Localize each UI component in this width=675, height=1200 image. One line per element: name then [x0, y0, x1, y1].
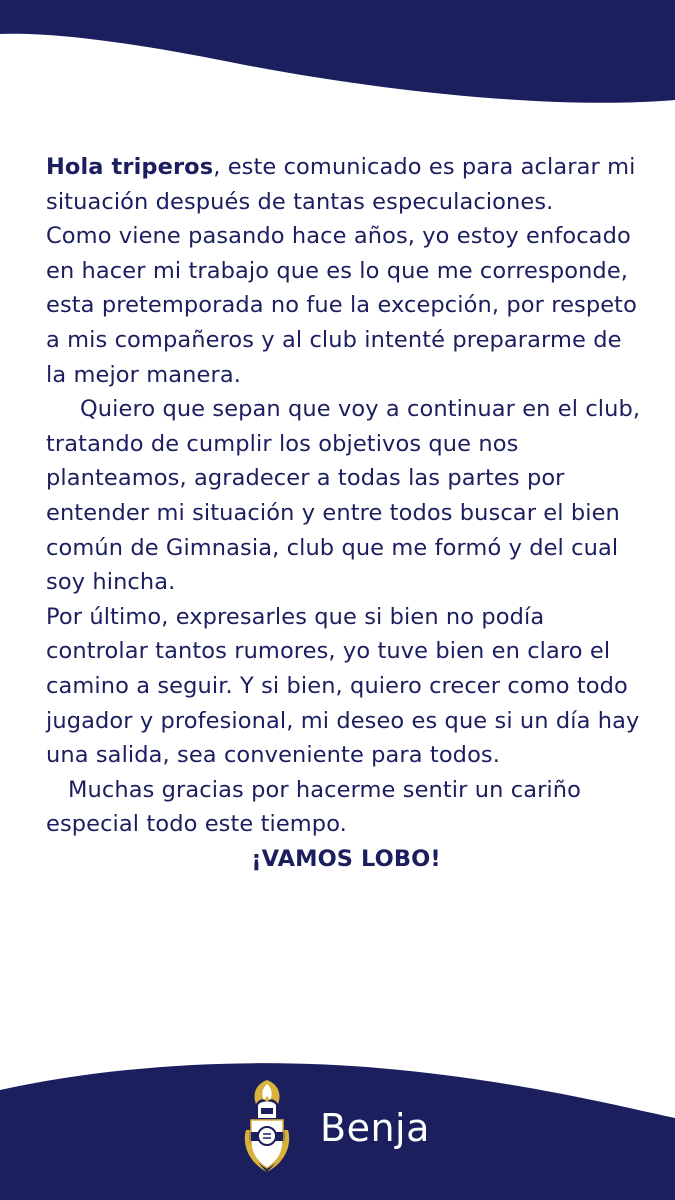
opening-paragraph — [46, 150, 646, 219]
club-crest-icon — [236, 1078, 298, 1176]
top-wave-banner — [0, 0, 675, 110]
paragraph-work: Como viene pasando hace años, yo estoy enfocado en hacer mi trabajo que es lo que me corresponde, esta pretemporada no fue la excepción, por respeto a mis compañeros y al club intenté prepararme de la mejor manera. — [46, 223, 637, 388]
paragraph-thanks: Muchas gracias por hacerme sentir un cariño especial todo este tiempo. — [46, 776, 582, 838]
intro-text: , este comunicado es para aclarar mi situación después de tantas especulaciones. — [46, 154, 636, 215]
footer-signature — [236, 1078, 656, 1178]
closing-cheer: ¡VAMOS LOBO! — [251, 845, 441, 872]
greeting-text: Hola triperos — [46, 154, 214, 180]
signature-name: Benja — [320, 1106, 430, 1150]
statement-letter — [46, 150, 646, 876]
paragraph-continuity: Quiero que sepan que voy a continuar en el club, tratando de cumplir los objetivos que nos planteamos, agradecer a todas las partes por entender mi situación y entre todos buscar el bien común de Gimnasia, club que me formó y del cual soy hincha. — [46, 396, 641, 596]
paragraph-rumors: Por último, expresarles que si bien no podía controlar tantos rumores, yo tuve bien en claro el camino a seguir. Y si bien, quiero crecer como todo jugador y profesional, mi deseo es que si un día hay una salida, sea conveniente para todos. — [46, 603, 640, 769]
